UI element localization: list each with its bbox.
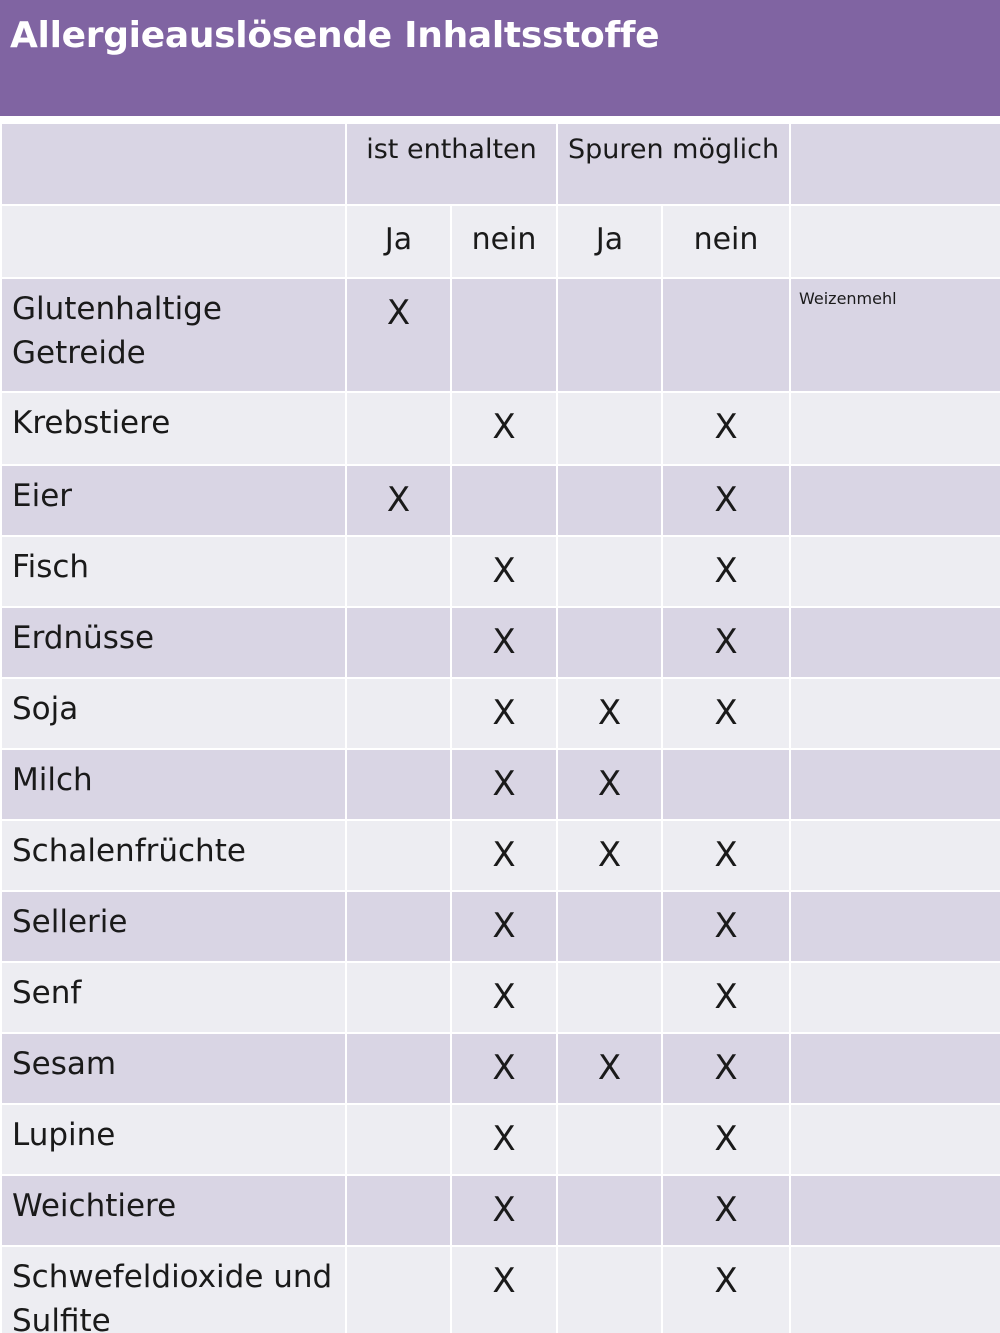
mark-contained-yes	[346, 749, 451, 820]
mark-contained-no: X	[451, 392, 557, 465]
allergen-name: Sesam	[1, 1033, 346, 1104]
table-row	[1, 607, 1000, 678]
allergen-name: Lupine	[1, 1104, 346, 1175]
mark-contained-no: X	[451, 891, 557, 962]
allergen-note	[790, 678, 1000, 749]
mark-contained-yes: X	[346, 278, 451, 392]
allergen-name: Sellerie	[1, 891, 346, 962]
mark-traces-no: X	[662, 1175, 790, 1246]
table-row	[1, 1246, 1000, 1333]
allergen-note	[790, 1033, 1000, 1104]
allergen-name: Weichtiere	[1, 1175, 346, 1246]
allergen-name: Schwefeldioxide und Sulfite	[1, 1246, 346, 1333]
allergen-name: Schalenfrüchte	[1, 820, 346, 891]
header-empty-cell	[1, 123, 346, 205]
allergen-name: Glutenhaltige Getreide	[1, 278, 346, 392]
table-row	[1, 1175, 1000, 1246]
allergen-name: Erdnüsse	[1, 607, 346, 678]
mark-traces-yes	[557, 392, 662, 465]
mark-contained-yes	[346, 536, 451, 607]
allergen-name: Krebstiere	[1, 392, 346, 465]
allergen-note	[790, 1246, 1000, 1333]
mark-traces-no: X	[662, 1246, 790, 1333]
header-traces: Spuren möglich	[557, 123, 790, 205]
subheader-traces-no: nein	[662, 205, 790, 278]
mark-traces-no: X	[662, 1104, 790, 1175]
allergen-note	[790, 962, 1000, 1033]
mark-traces-no	[662, 749, 790, 820]
mark-contained-yes	[346, 1104, 451, 1175]
mark-contained-yes	[346, 1246, 451, 1333]
mark-traces-no: X	[662, 536, 790, 607]
table-row	[1, 678, 1000, 749]
allergen-name: Eier	[1, 465, 346, 536]
mark-traces-yes	[557, 962, 662, 1033]
mark-contained-no: X	[451, 1246, 557, 1333]
allergen-name: Senf	[1, 962, 346, 1033]
mark-traces-no: X	[662, 465, 790, 536]
mark-contained-yes	[346, 392, 451, 465]
mark-traces-yes: X	[557, 1033, 662, 1104]
allergen-note	[790, 1104, 1000, 1175]
table-row	[1, 749, 1000, 820]
table-row	[1, 392, 1000, 465]
allergen-note	[790, 607, 1000, 678]
mark-traces-yes	[557, 1104, 662, 1175]
mark-contained-yes	[346, 678, 451, 749]
mark-contained-yes	[346, 607, 451, 678]
subheader-empty-cell	[1, 205, 346, 278]
allergen-note	[790, 392, 1000, 465]
mark-contained-no: X	[451, 962, 557, 1033]
mark-contained-yes	[346, 1175, 451, 1246]
allergen-note	[790, 891, 1000, 962]
title-bar	[0, 0, 1000, 118]
mark-traces-yes: X	[557, 820, 662, 891]
header-sub-row	[1, 205, 1000, 278]
table-row	[1, 820, 1000, 891]
mark-traces-yes: X	[557, 678, 662, 749]
mark-contained-no: X	[451, 749, 557, 820]
table-row	[1, 962, 1000, 1033]
subheader-contained-no: nein	[451, 205, 557, 278]
table-row	[1, 891, 1000, 962]
mark-traces-no: X	[662, 678, 790, 749]
subheader-contained-yes: Ja	[346, 205, 451, 278]
mark-traces-yes	[557, 465, 662, 536]
mark-contained-no	[451, 278, 557, 392]
mark-traces-no: X	[662, 962, 790, 1033]
table-row	[1, 1033, 1000, 1104]
mark-contained-no: X	[451, 607, 557, 678]
mark-contained-yes	[346, 1033, 451, 1104]
mark-traces-yes	[557, 1175, 662, 1246]
allergen-note	[790, 820, 1000, 891]
allergen-table	[0, 122, 1000, 1333]
allergen-note	[790, 536, 1000, 607]
header-group-row	[1, 123, 1000, 205]
allergen-name: Soja	[1, 678, 346, 749]
table-row	[1, 465, 1000, 536]
subheader-note-cell	[790, 205, 1000, 278]
mark-traces-no: X	[662, 1033, 790, 1104]
page-title: Allergieauslösende Inhaltsstoffe	[10, 15, 660, 56]
mark-contained-no	[451, 465, 557, 536]
mark-traces-no: X	[662, 392, 790, 465]
mark-traces-yes	[557, 536, 662, 607]
mark-traces-no: X	[662, 891, 790, 962]
mark-contained-yes	[346, 820, 451, 891]
mark-contained-yes: X	[346, 465, 451, 536]
mark-contained-no: X	[451, 536, 557, 607]
table-row	[1, 536, 1000, 607]
mark-traces-no: X	[662, 820, 790, 891]
table-row	[1, 278, 1000, 392]
mark-traces-yes	[557, 278, 662, 392]
header-note-cell	[790, 123, 1000, 205]
mark-contained-no: X	[451, 1104, 557, 1175]
mark-traces-yes: X	[557, 749, 662, 820]
mark-contained-no: X	[451, 820, 557, 891]
mark-contained-no: X	[451, 1033, 557, 1104]
mark-traces-yes	[557, 891, 662, 962]
allergen-note	[790, 1175, 1000, 1246]
allergen-name: Fisch	[1, 536, 346, 607]
mark-traces-no	[662, 278, 790, 392]
mark-contained-no: X	[451, 1175, 557, 1246]
mark-traces-yes	[557, 607, 662, 678]
mark-traces-yes	[557, 1246, 662, 1333]
subheader-traces-yes: Ja	[557, 205, 662, 278]
mark-contained-no: X	[451, 678, 557, 749]
mark-contained-yes	[346, 962, 451, 1033]
allergen-name: Milch	[1, 749, 346, 820]
mark-contained-yes	[346, 891, 451, 962]
header-contained: ist enthalten	[346, 123, 557, 205]
mark-traces-no: X	[662, 607, 790, 678]
allergen-note	[790, 749, 1000, 820]
table-row	[1, 1104, 1000, 1175]
allergen-note	[790, 465, 1000, 536]
allergen-note: Weizenmehl	[790, 278, 1000, 392]
